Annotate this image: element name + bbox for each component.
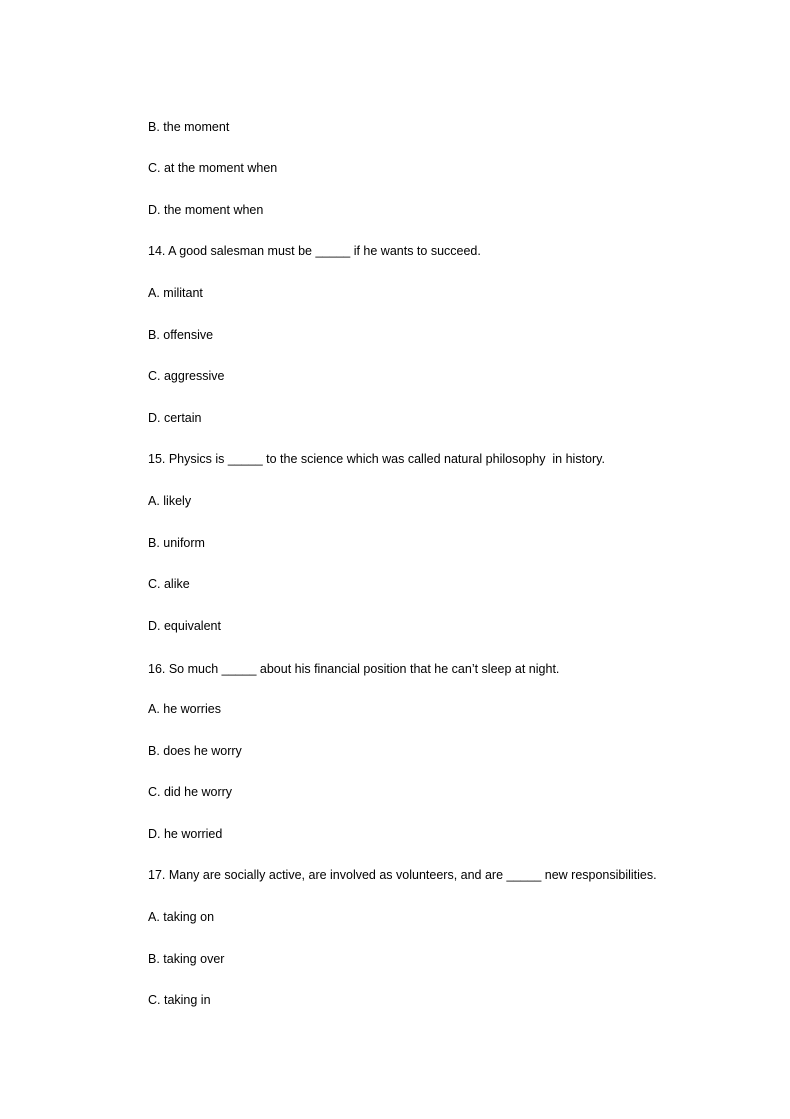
- option-a-q17: A. taking on: [148, 910, 215, 924]
- option-c-q16: C. did he worry: [148, 785, 233, 799]
- option-a-q14: A. militant: [148, 286, 203, 300]
- option-d-q15: D. equivalent: [148, 619, 221, 633]
- option-d-q16: D. he worried: [148, 827, 223, 841]
- question-17: 17. Many are socially active, are involved as volunteers, and are _____ new responsibilities.: [148, 868, 657, 882]
- option-b-q15: B. uniform: [148, 536, 205, 550]
- option-c-q14: C. aggressive: [148, 369, 225, 383]
- option-b-q17: B. taking over: [148, 952, 225, 966]
- option-a-q15: A. likely: [148, 494, 192, 508]
- option-b-q13: B. the moment: [148, 120, 230, 134]
- question-15: 15. Physics is _____ to the science which was called natural philosophy in history.: [148, 452, 605, 466]
- option-b-q14: B. offensive: [148, 328, 214, 342]
- option-c-q15: C. alike: [148, 577, 190, 591]
- option-a-q16: A. he worries: [148, 702, 221, 716]
- option-c-q13: C. at the moment when: [148, 161, 278, 175]
- option-d-q13: D. the moment when: [148, 203, 264, 217]
- question-14: 14. A good salesman must be _____ if he wants to succeed.: [148, 244, 481, 258]
- option-b-q16: B. does he worry: [148, 744, 242, 758]
- question-16: 16. So much _____ about his financial position that he can’t sleep at night.: [148, 662, 560, 676]
- option-d-q14: D. certain: [148, 411, 202, 425]
- option-c-q17: C. taking in: [148, 993, 211, 1007]
